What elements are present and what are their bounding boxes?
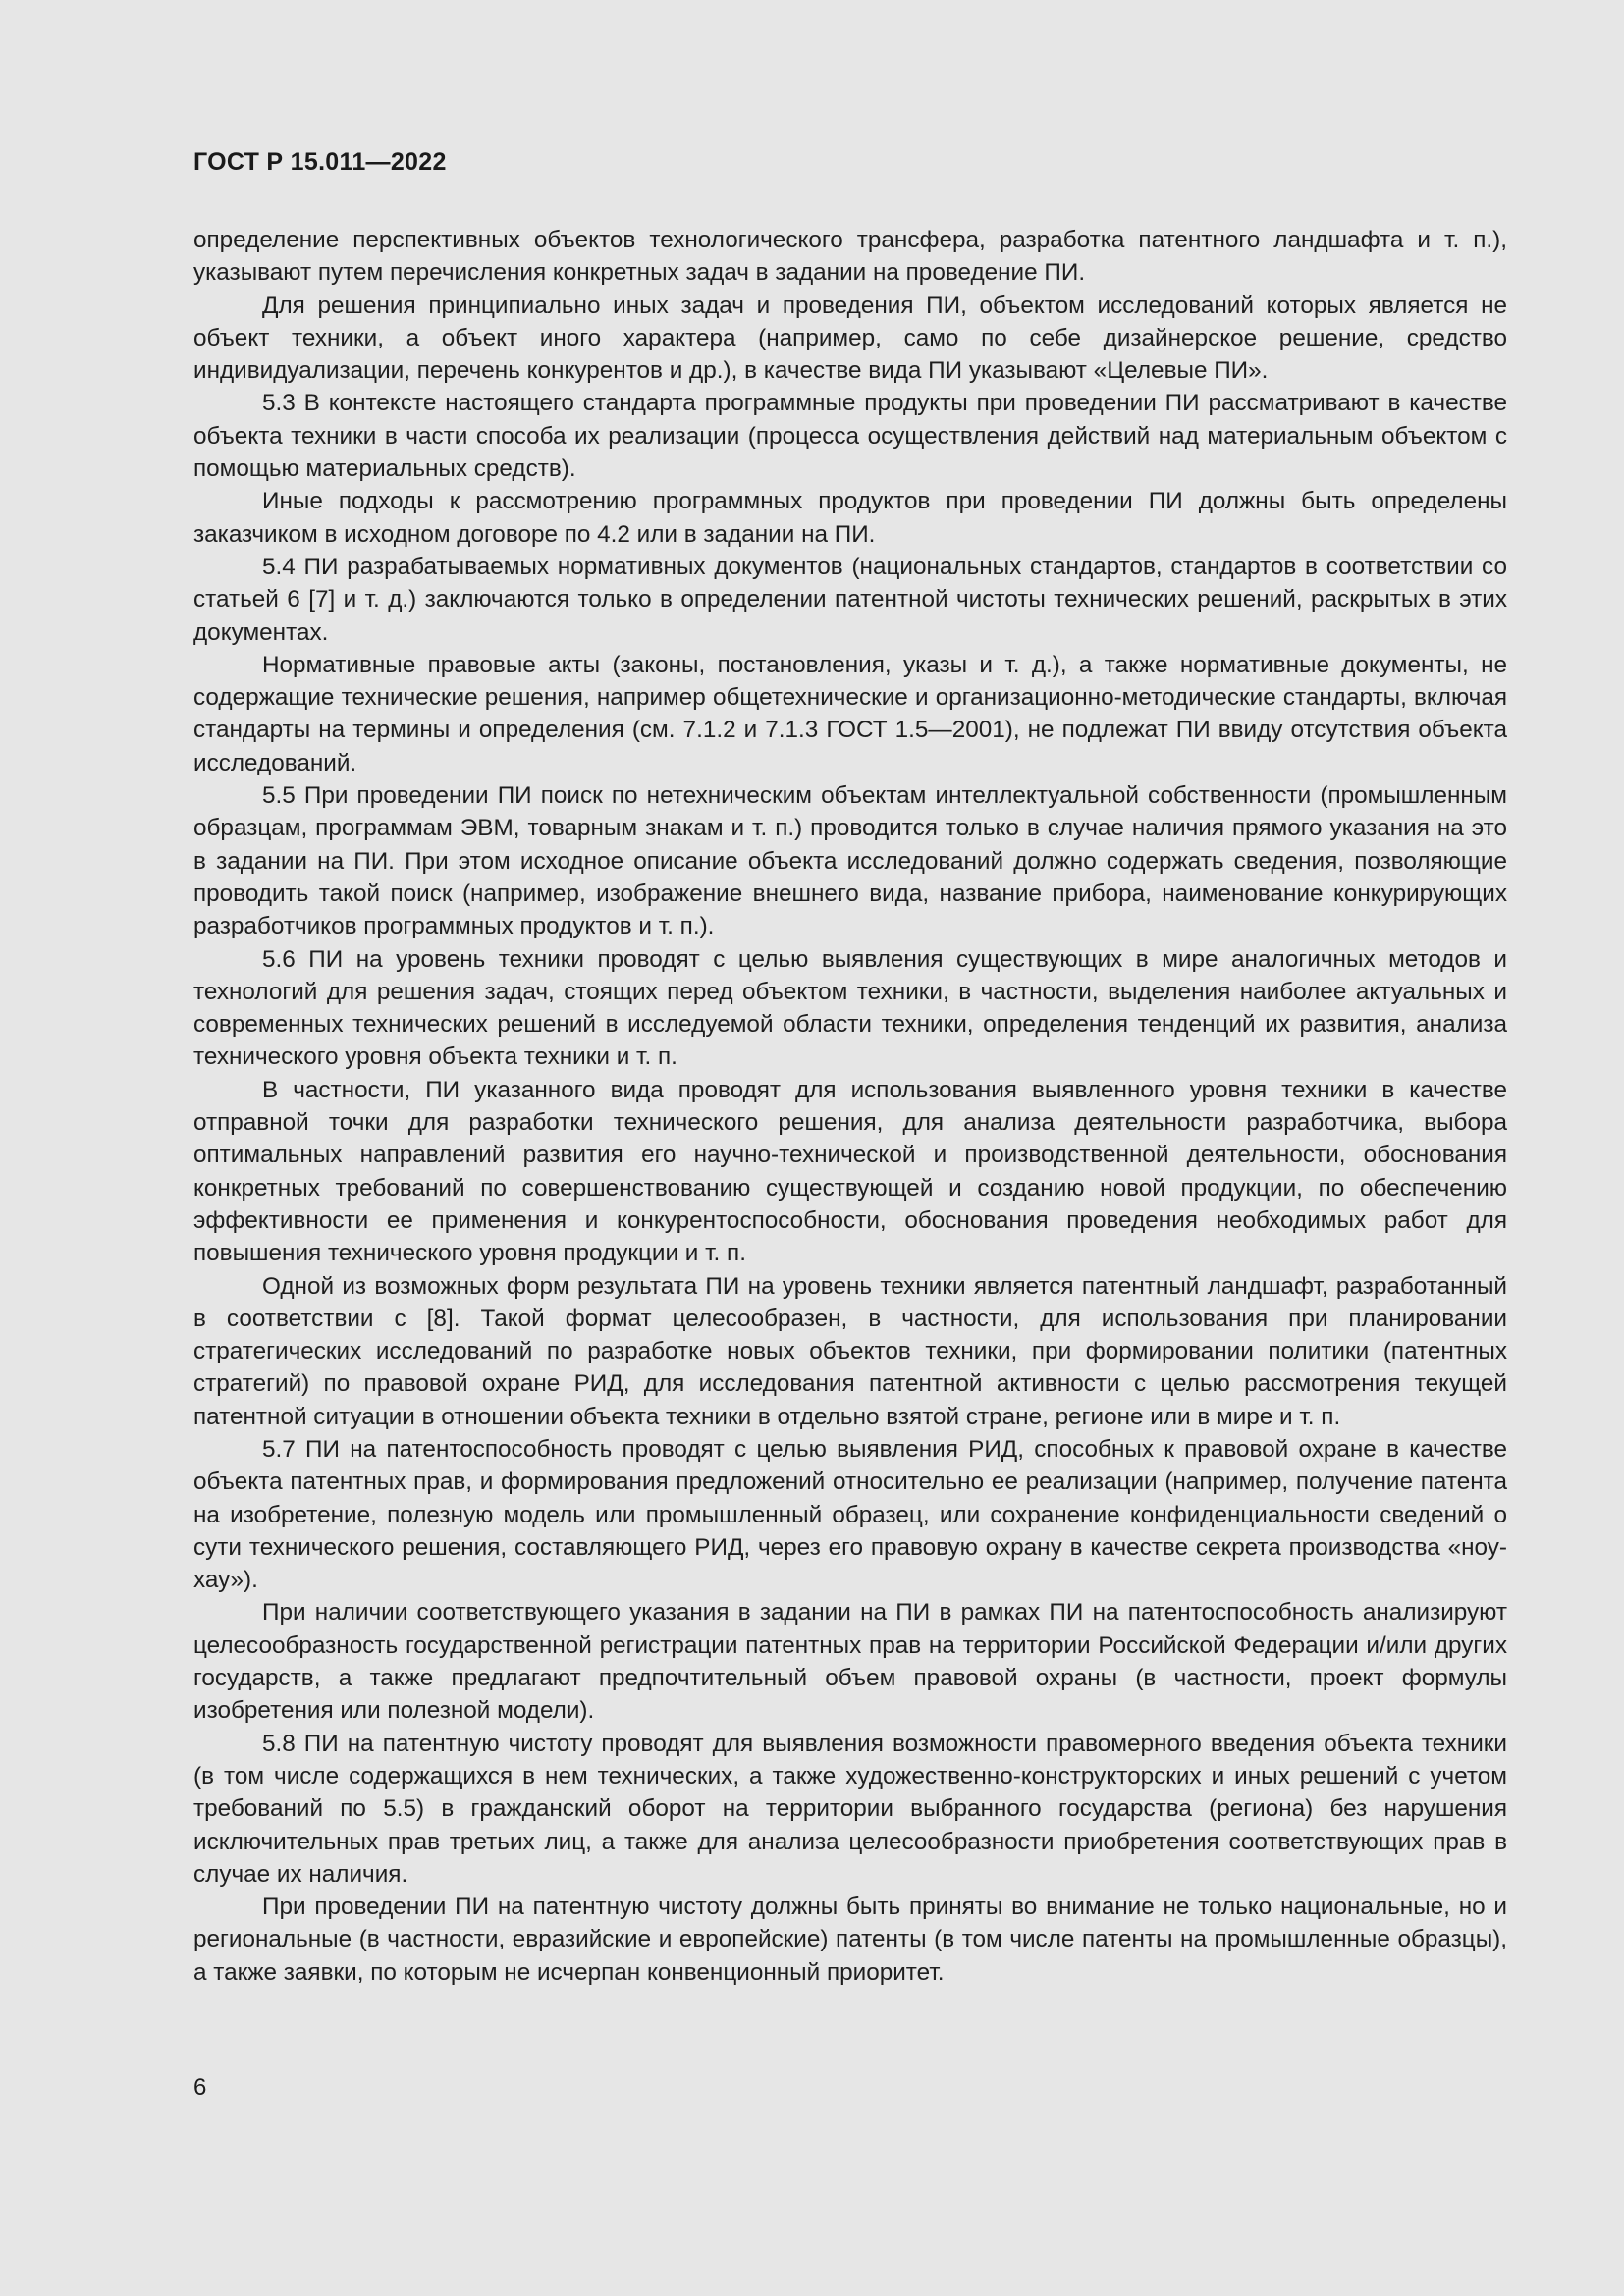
paragraph: При проведении ПИ на патентную чистоту должны быть приняты во внимание не только национальные, но и региональные (в частности, евразийские и европейские) патенты (в том числе патенты на промышленные образцы), а также заявки, по которым не исчерпан конвенционный приоритет. xyxy=(193,1894,1507,1986)
paragraph: Одной из возможных форм результата ПИ на уровень техники является патентный ландшафт, разработанный в соответствии с [8]. Такой формат целесообразен, в частности, для использования при планировании стратегических исследований по разработке новых объектов техники, при формировании политики (патентных стратегий) по правовой охране РИД, для исследования патентной активности с целью рассмотрения текущей патентной ситуации в отношении объекта техники в отдельно взятой стране, регионе или в мире и т. п. xyxy=(193,1272,1507,1430)
paragraph: 5.7 ПИ на патентоспособность проводят с целью выявления РИД, способных к правовой охране в качестве объекта патентных прав, и формирования предложений относительно ее реализации (например, получение патента на изобретение, полезную модель или промышленный образец, или сохранение конфиденциальности сведений о сути технического решения, составляющего РИД, через его правовую охрану в качестве секрета производства «ноу-хау»). xyxy=(193,1435,1507,1594)
paragraph: Нормативные правовые акты (законы, постановления, указы и т. д.), а также нормативные документы, не содержащие технические решения, например общетехнические и организационно-методические стандарты, включая стандарты на термины и определения (см. 7.1.2 и 7.1.3 ГОСТ 1.5—2001), не подлежат ПИ ввиду отсутствия объекта исследований. xyxy=(193,651,1507,776)
document-header: ГОСТ Р 15.011—2022 xyxy=(193,148,447,176)
paragraph: Для решения принципиально иных задач и проведения ПИ, объектом исследований которых является не объект техники, а объект иного характера (например, само по себе дизайнерское решение, средство индивидуализации, перечень конкурентов и др.), в качестве вида ПИ указывают «Целевые ПИ». xyxy=(193,292,1507,385)
paragraph: 5.5 При проведении ПИ поиск по нетехническим объектам интеллектуальной собственности (промышленным образцам, программам ЭВМ, товарным знакам и т. п.) проводится только в случае наличия прямого указания на это в задании на ПИ. При этом исходное описание объекта исследований должно содержать сведения, позволяющие проводить такой поиск (например, изображение внешнего вида, название прибора, наименование конкурирующих разработчиков программных продуктов и т. п.). xyxy=(193,782,1507,940)
paragraph: определение перспективных объектов технологического трансфера, разработка патентного ландшафта и т. п.), указывают путем перечисления конкретных задач в задании на проведение ПИ. xyxy=(193,227,1507,287)
paragraph: При наличии соответствующего указания в задании на ПИ в рамках ПИ на патентоспособность анализируют целесообразность государственной регистрации патентных прав на территории Российской Федерации и/или других государств, а также предлагают предпочтительный объем правовой охраны (в частности, проект формулы изобретения или полезной модели). xyxy=(193,1599,1507,1725)
page-number: 6 xyxy=(193,2074,207,2101)
paragraph: В частности, ПИ указанного вида проводят для использования выявленного уровня техники в качестве отправной точки для разработки технического решения, для анализа деятельности разработчика, выбора оптимальных направлений развития его научно-технической и производственной деятельности, обоснования конкретных требований по совершенствованию существующей и созданию новой продукции, по обеспечению эффективности ее применения и конкурентоспособности, обоснования проведения необходимых работ для повышения технического уровня продукции и т. п. xyxy=(193,1076,1507,1267)
paragraph: 5.3 В контексте настоящего стандарта программные продукты при проведении ПИ рассматривают в качестве объекта техники в части способа их реализации (процесса осуществления действий над материальным объектом с помощью материальных средств). xyxy=(193,390,1507,483)
paragraph: 5.8 ПИ на патентную чистоту проводят для выявления возможности правомерного введения объекта техники (в том числе содержащихся в нем технических, а также художественно-конструкторских и иных решений с учетом требований по 5.5) в гражданский оборот на территории выбранного государства (региона) без нарушения исключительных прав третьих лиц, а также для анализа целесообразности приобретения соответствующих прав в случае их наличия. xyxy=(193,1730,1507,1888)
paragraph: Иные подходы к рассмотрению программных продуктов при проведении ПИ должны быть определены заказчиком в исходном договоре по 4.2 или в задании на ПИ. xyxy=(193,488,1507,548)
paragraph: 5.6 ПИ на уровень техники проводят с целью выявления существующих в мире аналогичных методов и технологий для решения задач, стоящих перед объектом техники, в частности, выделения наиболее актуальных и современных технических решений в исследуемой области техники, определения тенденций их развития, анализа технического уровня объекта техники и т. п. xyxy=(193,945,1507,1071)
document-body xyxy=(193,224,1507,1989)
paragraph: 5.4 ПИ разрабатываемых нормативных документов (национальных стандартов, стандартов в соответствии со статьей 6 [7] и т. д.) заключаются только в определении патентной чистоты технических решений, раскрытых в этих документах. xyxy=(193,553,1507,646)
